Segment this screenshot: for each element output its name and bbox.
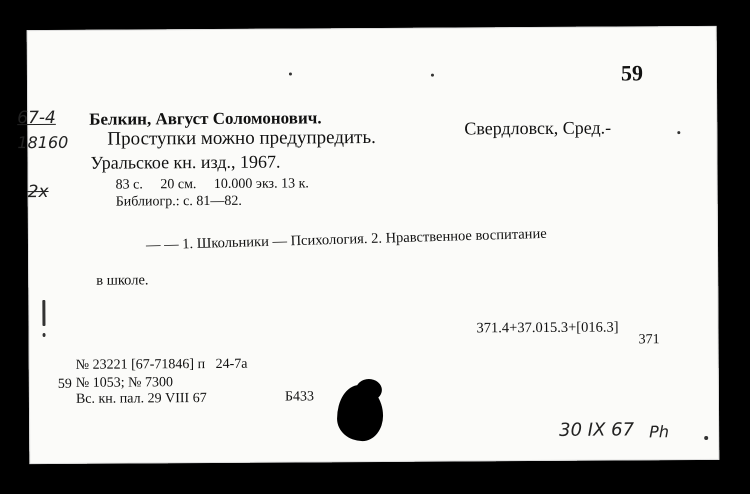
handwritten-initials: Рh xyxy=(649,422,670,442)
classification-index: 371.4+37.015.3+[016.3] xyxy=(476,319,619,337)
speck xyxy=(704,436,708,440)
handwritten-mark-left: 2x xyxy=(27,181,49,203)
subject-headings-continued: в школе. xyxy=(96,272,149,289)
bibliography-note: Библиогр.: с. 81—82. xyxy=(115,193,242,210)
speck xyxy=(431,74,434,77)
record-line: № 1053; № 7300 xyxy=(75,375,173,391)
record-number: № 23221 [67-71846] п 24-7а xyxy=(75,356,248,373)
speck xyxy=(43,333,46,337)
speck xyxy=(42,300,45,326)
subject-headings: — — 1. Школьники — Психология. 2. Нравственное воспитание xyxy=(145,225,547,254)
record-prefix: 59 xyxy=(57,376,72,392)
publisher-line: Уральское кн. изд., 1967. xyxy=(90,151,281,173)
physical-description: 83 с. 20 см. 10.000 экз. 13 к. xyxy=(115,176,309,193)
classification-index-second: 371 xyxy=(638,332,660,348)
handwritten-shelfmark-top: 67-4 xyxy=(17,107,56,129)
card-heading: Белкин, Август Соломонович. xyxy=(89,108,322,129)
catalog-card xyxy=(17,26,720,464)
record-code: Б433 xyxy=(284,389,315,405)
page-number: 59 xyxy=(620,60,644,86)
ink-blot-top xyxy=(356,379,382,401)
title-line: Проступки можно предупредить. xyxy=(107,126,376,150)
speck xyxy=(677,131,680,134)
handwritten-date: 30 IX 67 xyxy=(559,419,635,441)
speck xyxy=(289,72,292,75)
handwritten-shelfmark-bottom: 18160 xyxy=(17,132,69,153)
chamber-date: Вс. кн. пал. 29 VIII 67 xyxy=(75,391,207,407)
place-of-publication: Свердловск, Сред.- xyxy=(464,117,612,139)
